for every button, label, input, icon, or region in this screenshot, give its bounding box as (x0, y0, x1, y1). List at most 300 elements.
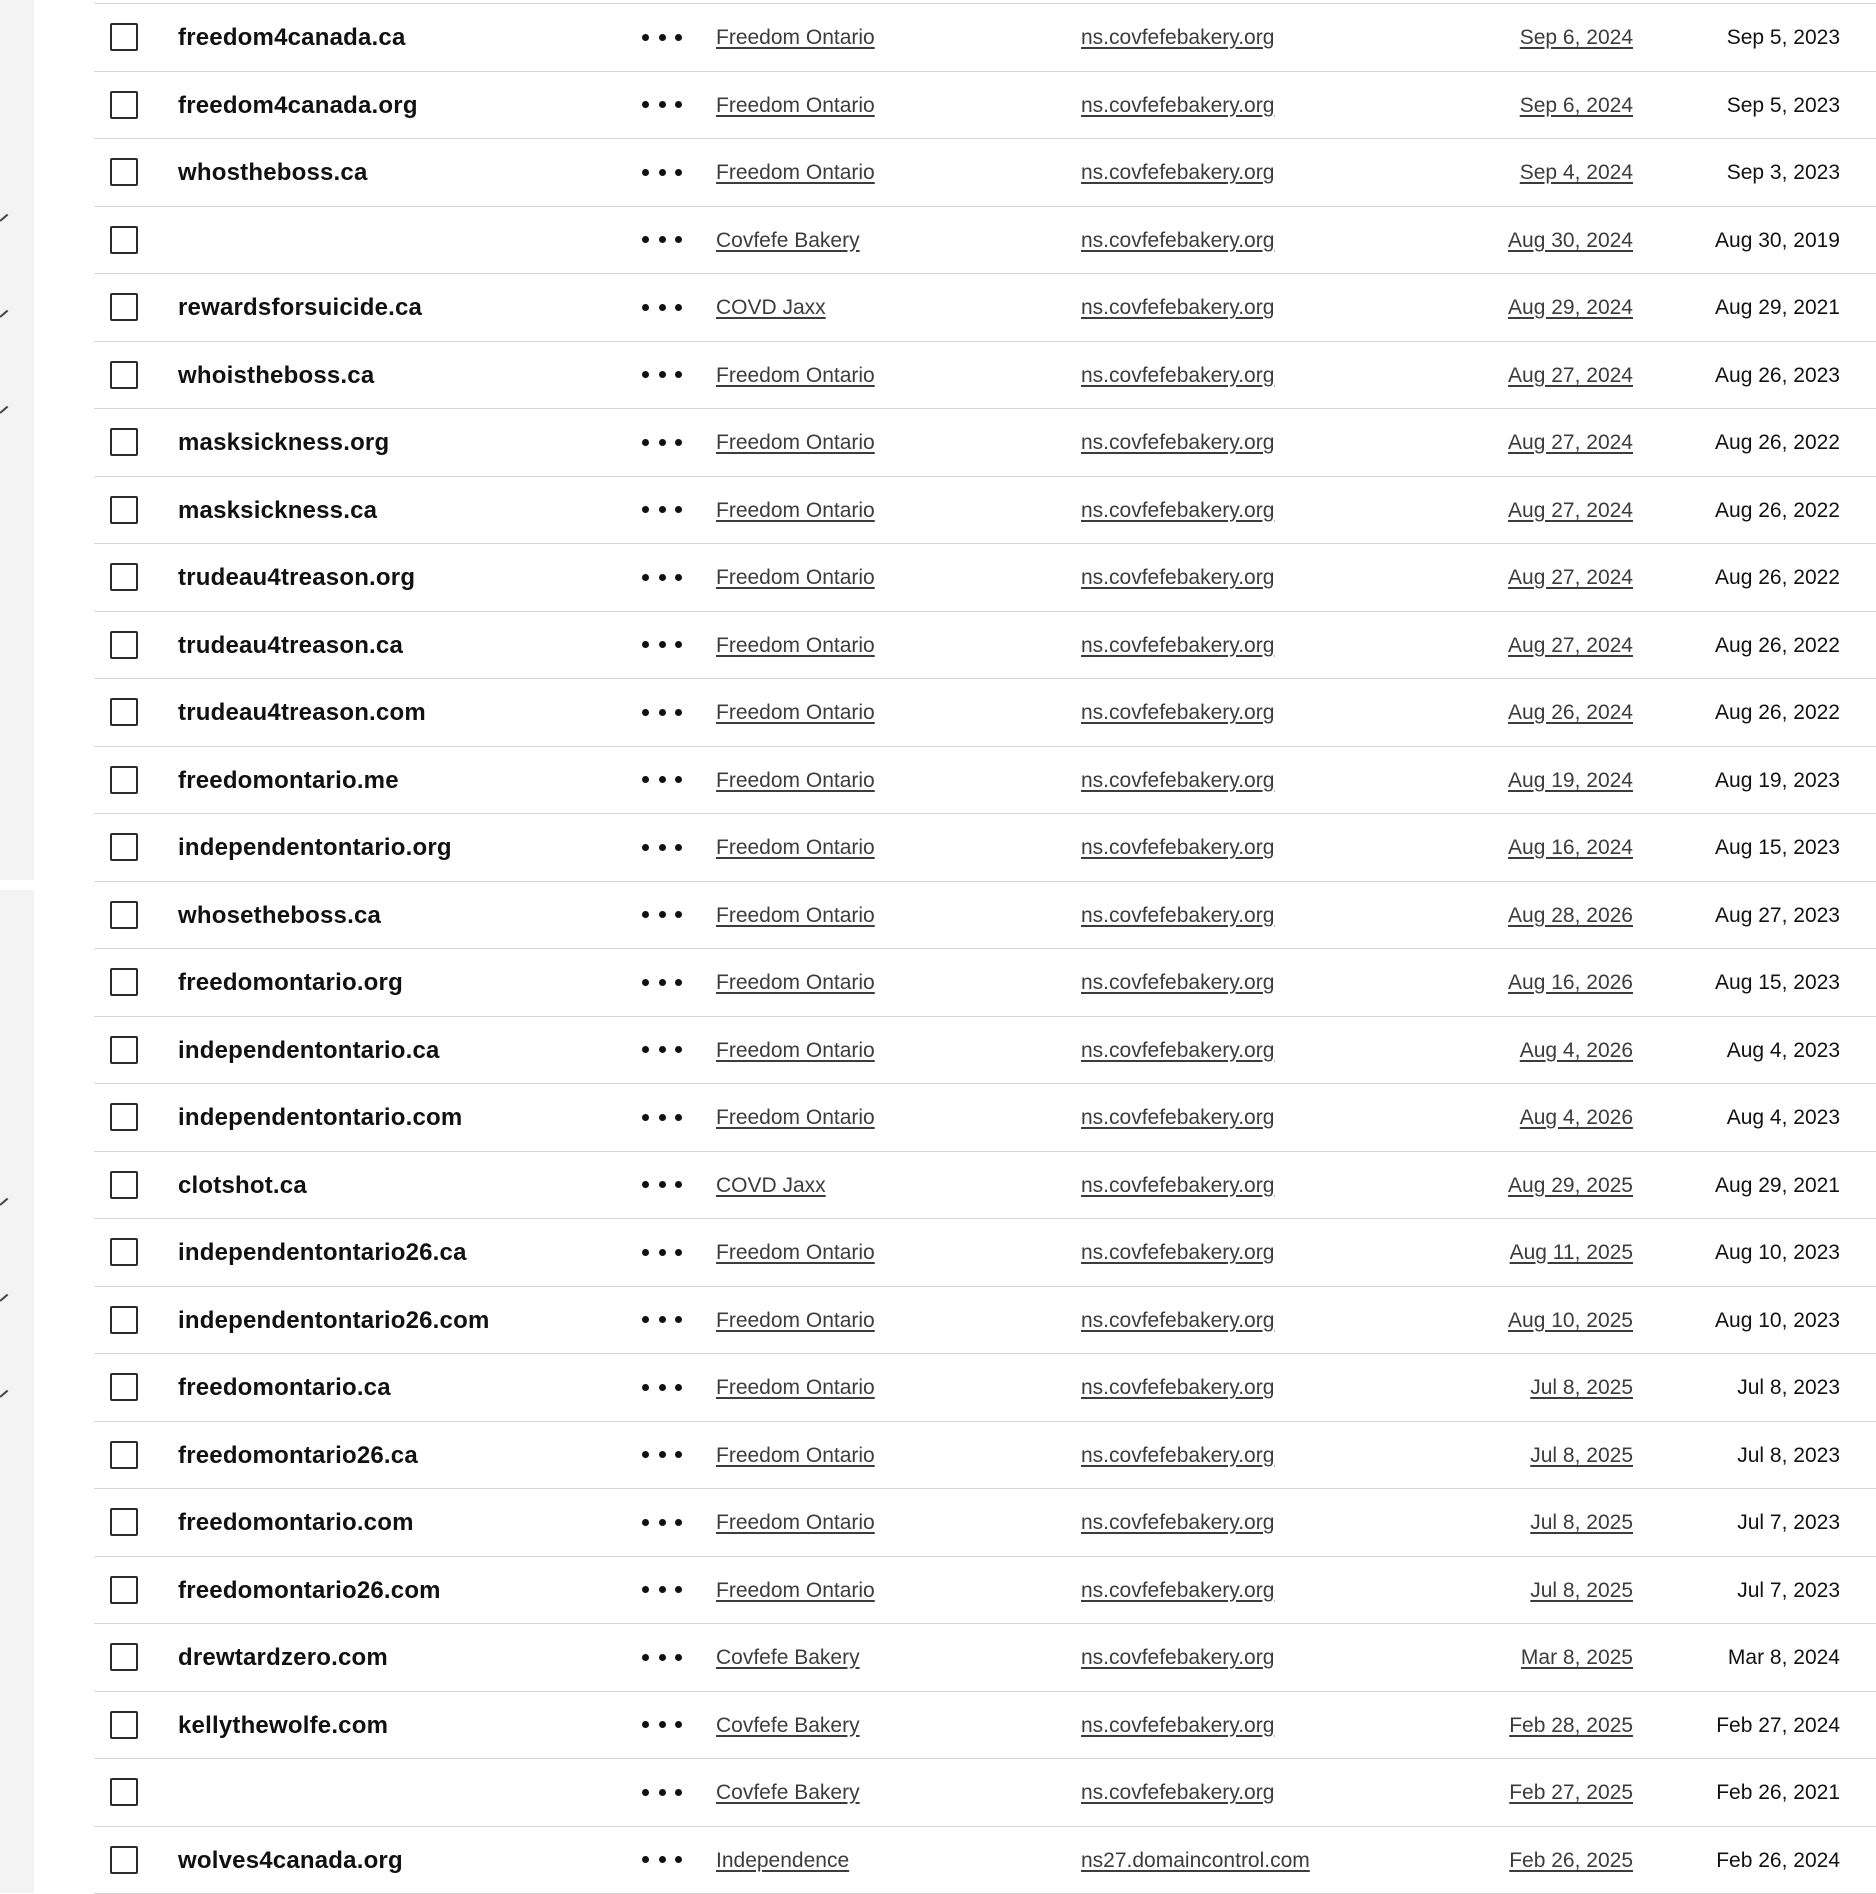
more-dots-icon (675, 304, 682, 311)
table-row[interactable] (94, 679, 1876, 747)
more-dots-icon (659, 1789, 666, 1796)
row-select-checkbox[interactable] (110, 563, 138, 591)
sidebar-check-icon (0, 1294, 8, 1302)
expiration-date-link[interactable]: Aug 29, 2024 (1508, 274, 1633, 341)
more-dots-icon (675, 1451, 682, 1458)
contact-profile-link[interactable]: Freedom Ontario (716, 1489, 875, 1556)
row-select-checkbox[interactable] (110, 361, 138, 389)
table-row[interactable] (94, 1287, 1876, 1355)
more-options-button[interactable] (642, 1444, 682, 1466)
expiration-date-link[interactable]: Aug 27, 2024 (1508, 409, 1633, 476)
nameserver-link[interactable]: ns.covfefebakery.org (1081, 4, 1274, 71)
row-select-checkbox[interactable] (110, 631, 138, 659)
more-dots-icon (659, 979, 666, 986)
contact-profile-link[interactable]: Freedom Ontario (716, 882, 875, 949)
contact-profile-link[interactable]: Freedom Ontario (716, 1557, 875, 1624)
expiration-date-link[interactable]: Aug 4, 2026 (1520, 1017, 1633, 1084)
table-row[interactable] (94, 1624, 1876, 1692)
row-select-checkbox[interactable] (110, 1778, 138, 1806)
domain-name[interactable]: wolves4canada.org (178, 1827, 403, 1894)
more-dots-icon (675, 1046, 682, 1053)
contact-profile-link[interactable]: Freedom Ontario (716, 949, 875, 1016)
table-row[interactable] (94, 1692, 1876, 1760)
domain-name[interactable]: freedomontario.org (178, 949, 403, 1016)
table-row[interactable] (94, 612, 1876, 680)
domain-name[interactable]: independentontario26.com (178, 1287, 490, 1354)
expiration-date-link[interactable]: Aug 19, 2024 (1508, 747, 1633, 814)
domain-name[interactable]: independentontario.org (178, 814, 452, 881)
created-date: Aug 26, 2023 (1715, 342, 1840, 409)
more-dots-icon (642, 304, 649, 311)
table-row[interactable] (94, 207, 1876, 275)
more-dots-icon (642, 1519, 649, 1526)
more-options-button[interactable] (642, 769, 682, 791)
row-select-checkbox[interactable] (110, 1036, 138, 1064)
more-options-button[interactable] (642, 431, 682, 453)
table-row[interactable] (94, 274, 1876, 342)
more-dots-icon (675, 1384, 682, 1391)
left-sidebar (0, 0, 34, 1893)
nameserver-link[interactable]: ns.covfefebakery.org (1081, 1422, 1274, 1489)
more-options-button[interactable] (642, 26, 682, 48)
contact-profile-link[interactable]: Covfefe Bakery (716, 1624, 860, 1691)
sidebar-check-icon (0, 214, 8, 222)
more-dots-icon (675, 709, 682, 716)
domain-name[interactable]: freedom4canada.ca (178, 4, 406, 71)
domain-name[interactable]: whosetheboss.ca (178, 882, 381, 949)
more-dots-icon (659, 371, 666, 378)
row-select-checkbox[interactable] (110, 698, 138, 726)
more-dots-icon (675, 1316, 682, 1323)
table-row[interactable] (94, 477, 1876, 545)
more-options-button[interactable] (642, 94, 682, 116)
domain-name[interactable]: independentontario26.ca (178, 1219, 467, 1286)
nameserver-link[interactable]: ns.covfefebakery.org (1081, 1489, 1274, 1556)
contact-profile-link[interactable]: Freedom Ontario (716, 342, 875, 409)
row-select-checkbox[interactable] (110, 1846, 138, 1874)
more-dots-icon (642, 844, 649, 851)
created-date: Aug 26, 2022 (1715, 477, 1840, 544)
more-options-button[interactable] (642, 904, 682, 926)
more-dots-icon (659, 304, 666, 311)
nameserver-link[interactable]: ns.covfefebakery.org (1081, 612, 1274, 679)
expiration-date-link[interactable]: Aug 16, 2026 (1508, 949, 1633, 1016)
nameserver-link[interactable]: ns27.domaincontrol.com (1081, 1827, 1310, 1894)
table-row[interactable] (94, 1759, 1876, 1827)
created-date: Aug 30, 2019 (1715, 207, 1840, 274)
row-select-checkbox[interactable] (110, 1643, 138, 1671)
nameserver-link[interactable]: ns.covfefebakery.org (1081, 1624, 1274, 1691)
nameserver-link[interactable]: ns.covfefebakery.org (1081, 1692, 1274, 1759)
more-options-button[interactable] (642, 1174, 682, 1196)
more-options-button[interactable] (642, 701, 682, 723)
more-options-button[interactable] (642, 1646, 682, 1668)
more-dots-icon (642, 439, 649, 446)
more-dots-icon (642, 1586, 649, 1593)
created-date: Mar 8, 2024 (1728, 1624, 1840, 1691)
row-select-checkbox[interactable] (110, 1238, 138, 1266)
more-dots-icon (659, 709, 666, 716)
domain-name[interactable]: drewtardzero.com (178, 1624, 388, 1691)
created-date: Sep 3, 2023 (1727, 139, 1840, 206)
created-date: Aug 26, 2022 (1715, 679, 1840, 746)
more-dots-icon (659, 844, 666, 851)
expiration-date-link[interactable]: Aug 30, 2024 (1508, 207, 1633, 274)
more-dots-icon (642, 1316, 649, 1323)
more-dots-icon (675, 101, 682, 108)
more-dots-icon (675, 236, 682, 243)
more-dots-icon (642, 34, 649, 41)
more-dots-icon (675, 34, 682, 41)
more-dots-icon (642, 236, 649, 243)
more-dots-icon (659, 1181, 666, 1188)
more-dots-icon (675, 1586, 682, 1593)
contact-profile-link[interactable]: Freedom Ontario (716, 1354, 875, 1421)
table-row[interactable] (94, 1557, 1876, 1625)
more-dots-icon (659, 506, 666, 513)
contact-profile-link[interactable]: Freedom Ontario (716, 1084, 875, 1151)
table-row[interactable] (94, 544, 1876, 612)
expiration-date-link[interactable]: Aug 27, 2024 (1508, 477, 1633, 544)
contact-profile-link[interactable]: COVD Jaxx (716, 274, 826, 341)
table-row[interactable] (94, 4, 1876, 72)
more-dots-icon (642, 641, 649, 648)
expiration-date-link[interactable]: Jul 8, 2025 (1530, 1557, 1633, 1624)
more-dots-icon (642, 1856, 649, 1863)
nameserver-link[interactable]: ns.covfefebakery.org (1081, 72, 1274, 139)
row-select-checkbox[interactable] (110, 833, 138, 861)
created-date: Aug 4, 2023 (1727, 1017, 1840, 1084)
expiration-date-link[interactable]: Jul 8, 2025 (1530, 1422, 1633, 1489)
expiration-date-link[interactable]: Jul 8, 2025 (1530, 1489, 1633, 1556)
more-dots-icon (642, 371, 649, 378)
more-dots-icon (675, 1181, 682, 1188)
row-select-checkbox[interactable] (110, 23, 138, 51)
row-select-checkbox[interactable] (110, 1508, 138, 1536)
row-select-checkbox[interactable] (110, 968, 138, 996)
more-dots-icon (675, 1856, 682, 1863)
more-dots-icon (642, 1046, 649, 1053)
contact-profile-link[interactable]: Freedom Ontario (716, 747, 875, 814)
more-dots-icon (659, 776, 666, 783)
domain-name[interactable]: freedomontario26.com (178, 1557, 441, 1624)
more-dots-icon (675, 1654, 682, 1661)
table-row[interactable] (94, 1489, 1876, 1557)
sidebar-check-icon (0, 1390, 8, 1398)
contact-profile-link[interactable]: Freedom Ontario (716, 409, 875, 476)
created-date: Sep 5, 2023 (1727, 72, 1840, 139)
domain-name[interactable]: clotshot.ca (178, 1152, 307, 1219)
more-dots-icon (659, 574, 666, 581)
contact-profile-link[interactable]: Covfefe Bakery (716, 1759, 860, 1826)
nameserver-link[interactable]: ns.covfefebakery.org (1081, 1287, 1274, 1354)
nameserver-link[interactable]: ns.covfefebakery.org (1081, 1152, 1274, 1219)
row-select-checkbox[interactable] (110, 1373, 138, 1401)
nameserver-link[interactable]: ns.covfefebakery.org (1081, 477, 1274, 544)
more-options-button[interactable] (642, 1714, 682, 1736)
table-row[interactable] (94, 72, 1876, 140)
more-options-button[interactable] (642, 1039, 682, 1061)
domain-name[interactable]: masksickness.org (178, 409, 389, 476)
row-select-checkbox[interactable] (110, 1711, 138, 1739)
created-date: Jul 7, 2023 (1737, 1557, 1840, 1624)
more-options-button[interactable] (642, 836, 682, 858)
more-dots-icon (659, 1046, 666, 1053)
more-dots-icon (659, 169, 666, 176)
created-date: Aug 26, 2022 (1715, 612, 1840, 679)
nameserver-link[interactable]: ns.covfefebakery.org (1081, 1219, 1274, 1286)
contact-profile-link[interactable]: Freedom Ontario (716, 612, 875, 679)
row-select-checkbox[interactable] (110, 1576, 138, 1604)
sidebar-check-icon (0, 310, 8, 318)
more-options-button[interactable] (642, 364, 682, 386)
more-dots-icon (675, 1721, 682, 1728)
row-select-checkbox[interactable] (110, 496, 138, 524)
expiration-date-link[interactable]: Feb 27, 2025 (1509, 1759, 1633, 1826)
domain-name[interactable]: trudeau4treason.com (178, 679, 426, 746)
contact-profile-link[interactable]: Freedom Ontario (716, 679, 875, 746)
more-options-button[interactable] (642, 1781, 682, 1803)
domain-name[interactable]: kellythewolfe.com (178, 1692, 388, 1759)
more-dots-icon (659, 1856, 666, 1863)
expiration-date-link[interactable]: Aug 27, 2024 (1508, 544, 1633, 611)
more-dots-icon (659, 1114, 666, 1121)
contact-profile-link[interactable]: Freedom Ontario (716, 477, 875, 544)
nameserver-link[interactable]: ns.covfefebakery.org (1081, 814, 1274, 881)
expiration-date-link[interactable]: Sep 4, 2024 (1520, 139, 1633, 206)
more-options-button[interactable] (642, 1849, 682, 1871)
table-row[interactable] (94, 409, 1876, 477)
nameserver-link[interactable]: ns.covfefebakery.org (1081, 949, 1274, 1016)
more-dots-icon (642, 506, 649, 513)
table-row[interactable] (94, 1354, 1876, 1422)
more-dots-icon (675, 911, 682, 918)
nameserver-link[interactable]: ns.covfefebakery.org (1081, 342, 1274, 409)
more-options-button[interactable] (642, 1241, 682, 1263)
more-dots-icon (675, 1519, 682, 1526)
row-select-checkbox[interactable] (110, 901, 138, 929)
sidebar-check-icon (0, 1198, 8, 1206)
more-dots-icon (642, 1789, 649, 1796)
table-row[interactable] (94, 1017, 1876, 1085)
sidebar-check-icon (0, 406, 8, 414)
table-row[interactable] (94, 1084, 1876, 1152)
contact-profile-link[interactable]: Freedom Ontario (716, 4, 875, 71)
domain-name[interactable]: trudeau4treason.ca (178, 612, 403, 679)
row-select-checkbox[interactable] (110, 1103, 138, 1131)
table-row[interactable] (94, 139, 1876, 207)
nameserver-link[interactable]: ns.covfefebakery.org (1081, 882, 1274, 949)
domain-name[interactable]: independentontario.ca (178, 1017, 440, 1084)
table-row[interactable] (94, 342, 1876, 410)
more-dots-icon (675, 776, 682, 783)
more-options-button[interactable] (642, 1309, 682, 1331)
created-date: Aug 29, 2021 (1715, 274, 1840, 341)
more-dots-icon (675, 1114, 682, 1121)
row-select-checkbox[interactable] (110, 226, 138, 254)
row-select-checkbox[interactable] (110, 1171, 138, 1199)
domain-name[interactable]: freedomontario26.ca (178, 1422, 418, 1489)
more-dots-icon (659, 1654, 666, 1661)
created-date: Jul 8, 2023 (1737, 1422, 1840, 1489)
more-dots-icon (659, 439, 666, 446)
contact-profile-link[interactable]: Freedom Ontario (716, 1017, 875, 1084)
more-dots-icon (642, 169, 649, 176)
domain-name[interactable]: trudeau4treason.org (178, 544, 415, 611)
more-dots-icon (675, 574, 682, 581)
more-dots-icon (659, 1384, 666, 1391)
expiration-date-link[interactable]: Feb 26, 2025 (1509, 1827, 1633, 1894)
more-dots-icon (642, 1451, 649, 1458)
contact-profile-link[interactable]: COVD Jaxx (716, 1152, 826, 1219)
contact-profile-link[interactable]: Freedom Ontario (716, 1287, 875, 1354)
nameserver-link[interactable]: ns.covfefebakery.org (1081, 1017, 1274, 1084)
more-dots-icon (642, 101, 649, 108)
row-select-checkbox[interactable] (110, 293, 138, 321)
contact-profile-link[interactable]: Freedom Ontario (716, 544, 875, 611)
nameserver-link[interactable]: ns.covfefebakery.org (1081, 139, 1274, 206)
more-options-button[interactable] (642, 499, 682, 521)
created-date: Feb 27, 2024 (1716, 1692, 1840, 1759)
nameserver-link[interactable]: ns.covfefebakery.org (1081, 747, 1274, 814)
expiration-date-link[interactable]: Jul 8, 2025 (1530, 1354, 1633, 1421)
table-row[interactable] (94, 814, 1876, 882)
expiration-date-link[interactable]: Aug 27, 2024 (1508, 612, 1633, 679)
created-date: Aug 15, 2023 (1715, 949, 1840, 1016)
created-date: Aug 10, 2023 (1715, 1287, 1840, 1354)
row-select-checkbox[interactable] (110, 1306, 138, 1334)
expiration-date-link[interactable]: Aug 26, 2024 (1508, 679, 1633, 746)
more-dots-icon (659, 1316, 666, 1323)
expiration-date-link[interactable]: Sep 6, 2024 (1520, 72, 1633, 139)
table-row[interactable] (94, 747, 1876, 815)
domain-name[interactable]: independentontario.com (178, 1084, 462, 1151)
more-dots-icon (659, 911, 666, 918)
table-row[interactable] (94, 1219, 1876, 1287)
more-options-button[interactable] (642, 1376, 682, 1398)
more-dots-icon (675, 641, 682, 648)
nameserver-link[interactable]: ns.covfefebakery.org (1081, 544, 1274, 611)
more-options-button[interactable] (642, 1579, 682, 1601)
more-dots-icon (642, 979, 649, 986)
more-dots-icon (642, 911, 649, 918)
expiration-date-link[interactable]: Aug 27, 2024 (1508, 342, 1633, 409)
created-date: Aug 26, 2022 (1715, 544, 1840, 611)
domain-name[interactable]: freedomontario.me (178, 747, 399, 814)
more-dots-icon (642, 1384, 649, 1391)
domain-name[interactable]: masksickness.ca (178, 477, 377, 544)
row-select-checkbox[interactable] (110, 1441, 138, 1469)
table-row[interactable] (94, 949, 1876, 1017)
created-date: Aug 26, 2022 (1715, 409, 1840, 476)
contact-profile-link[interactable]: Covfefe Bakery (716, 207, 860, 274)
nameserver-link[interactable]: ns.covfefebakery.org (1081, 274, 1274, 341)
table-row[interactable] (94, 1827, 1876, 1894)
table-row[interactable] (94, 882, 1876, 950)
more-dots-icon (642, 1249, 649, 1256)
nameserver-link[interactable]: ns.covfefebakery.org (1081, 409, 1274, 476)
expiration-date-link[interactable]: Feb 28, 2025 (1509, 1692, 1633, 1759)
expiration-date-link[interactable]: Sep 6, 2024 (1520, 4, 1633, 71)
more-dots-icon (642, 1181, 649, 1188)
contact-profile-link[interactable]: Freedom Ontario (716, 814, 875, 881)
more-options-button[interactable] (642, 161, 682, 183)
expiration-date-link[interactable]: Aug 29, 2025 (1508, 1152, 1633, 1219)
table-row[interactable] (94, 1422, 1876, 1490)
expiration-date-link[interactable]: Aug 10, 2025 (1508, 1287, 1633, 1354)
table-row[interactable] (94, 1152, 1876, 1220)
contact-profile-link[interactable]: Freedom Ontario (716, 139, 875, 206)
row-select-checkbox[interactable] (110, 428, 138, 456)
nameserver-link[interactable]: ns.covfefebakery.org (1081, 1557, 1274, 1624)
created-date: Jul 7, 2023 (1737, 1489, 1840, 1556)
expiration-date-link[interactable]: Aug 28, 2026 (1508, 882, 1633, 949)
domain-name[interactable]: freedomontario.com (178, 1489, 414, 1556)
row-select-checkbox[interactable] (110, 766, 138, 794)
more-dots-icon (659, 1721, 666, 1728)
created-date: Sep 5, 2023 (1727, 4, 1840, 71)
more-dots-icon (642, 574, 649, 581)
nameserver-link[interactable]: ns.covfefebakery.org (1081, 207, 1274, 274)
more-dots-icon (659, 1451, 666, 1458)
more-dots-icon (659, 1249, 666, 1256)
expiration-date-link[interactable]: Aug 4, 2026 (1520, 1084, 1633, 1151)
expiration-date-link[interactable]: Mar 8, 2025 (1521, 1624, 1633, 1691)
contact-profile-link[interactable]: Freedom Ontario (716, 1422, 875, 1489)
nameserver-link[interactable]: ns.covfefebakery.org (1081, 1759, 1274, 1826)
domain-name[interactable]: whoistheboss.ca (178, 342, 374, 409)
more-options-button[interactable] (642, 634, 682, 656)
more-options-button[interactable] (642, 1511, 682, 1533)
more-dots-icon (659, 1586, 666, 1593)
more-dots-icon (659, 641, 666, 648)
created-date: Aug 29, 2021 (1715, 1152, 1840, 1219)
created-date: Aug 4, 2023 (1727, 1084, 1840, 1151)
more-dots-icon (659, 1519, 666, 1526)
contact-profile-link[interactable]: Independence (716, 1827, 849, 1894)
created-date: Aug 15, 2023 (1715, 814, 1840, 881)
more-dots-icon (659, 101, 666, 108)
domain-name[interactable]: freedomontario.ca (178, 1354, 391, 1421)
more-options-button[interactable] (642, 296, 682, 318)
domain-name[interactable]: rewardsforsuicide.ca (178, 274, 422, 341)
expiration-date-link[interactable]: Aug 16, 2024 (1508, 814, 1633, 881)
more-options-button[interactable] (642, 566, 682, 588)
contact-profile-link[interactable]: Freedom Ontario (716, 1219, 875, 1286)
more-dots-icon (675, 169, 682, 176)
more-dots-icon (642, 1654, 649, 1661)
more-options-button[interactable] (642, 971, 682, 993)
more-options-button[interactable] (642, 229, 682, 251)
more-options-button[interactable] (642, 1106, 682, 1128)
more-dots-icon (642, 1721, 649, 1728)
domain-name[interactable]: whostheboss.ca (178, 139, 368, 206)
row-select-checkbox[interactable] (110, 158, 138, 186)
domain-table (94, 3, 1876, 1894)
nameserver-link[interactable]: ns.covfefebakery.org (1081, 1354, 1274, 1421)
contact-profile-link[interactable]: Freedom Ontario (716, 72, 875, 139)
expiration-date-link[interactable]: Aug 11, 2025 (1510, 1219, 1633, 1286)
nameserver-link[interactable]: ns.covfefebakery.org (1081, 1084, 1274, 1151)
created-date: Aug 19, 2023 (1715, 747, 1840, 814)
more-dots-icon (642, 1114, 649, 1121)
sidebar-divider (0, 880, 34, 890)
nameserver-link[interactable]: ns.covfefebakery.org (1081, 679, 1274, 746)
row-select-checkbox[interactable] (110, 91, 138, 119)
domain-name[interactable]: freedom4canada.org (178, 72, 418, 139)
more-dots-icon (675, 1789, 682, 1796)
contact-profile-link[interactable]: Covfefe Bakery (716, 1692, 860, 1759)
